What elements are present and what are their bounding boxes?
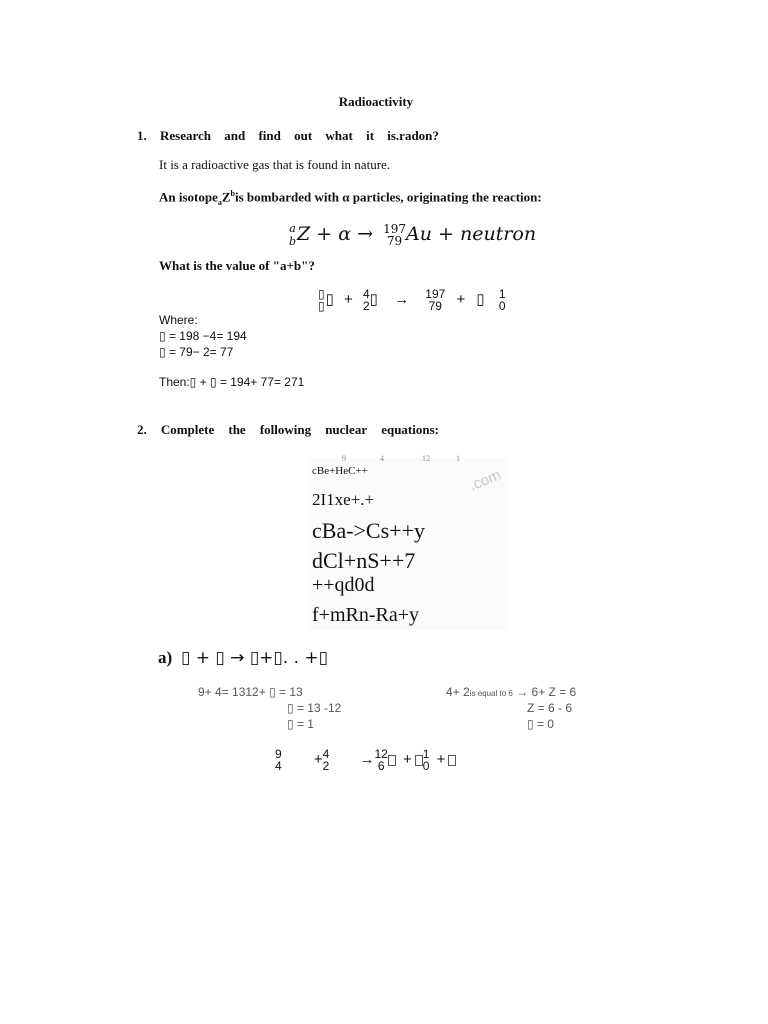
heading-word: following: [259, 422, 312, 437]
plus-sign: +: [344, 290, 353, 308]
solution-equation: [318, 288, 506, 312]
heading-word: nuclear: [325, 422, 368, 437]
right-work-sum: 4+ 2: [446, 685, 470, 699]
alpha-atomic: 2: [362, 299, 370, 313]
unknown-symbol-box: ▯: [325, 290, 334, 308]
lhs-indices: [289, 222, 296, 248]
scan-line: cBa->Cs++y: [312, 518, 425, 543]
he-indices: [323, 748, 330, 772]
heading-word: is.radon?: [387, 128, 439, 143]
heading-word: out: [294, 128, 313, 143]
right-work-note: is equal to 6: [469, 689, 513, 698]
q1-question: What is the value of "a+b"?: [159, 258, 315, 273]
heading-word: find: [258, 128, 281, 143]
n-symbol-box: [415, 755, 423, 766]
scan-line: cBe+HeC++: [312, 465, 368, 477]
right-work-line: ▯ = 0: [527, 717, 554, 731]
alpha-mass: 4: [362, 287, 370, 301]
plus-sign: +: [403, 750, 412, 768]
where-line: ▯ = 79− 2= 77: [159, 345, 234, 359]
part-a-label: a): [158, 648, 173, 667]
alpha-symbol-box: ▯: [369, 290, 378, 308]
heading-word: the: [228, 422, 246, 437]
c-symbol-box: [388, 755, 396, 766]
question-number: 1.: [137, 128, 147, 143]
right-work-tail: → 6+ Z = 6: [516, 685, 577, 699]
gamma-symbol-box: [448, 755, 456, 766]
scan-line: ++qd0d: [312, 574, 375, 596]
question-number: 2.: [137, 422, 147, 437]
scan-small-digit: 12: [422, 454, 430, 463]
lhs-atomic-symbol: b: [289, 235, 297, 248]
q1-answer: It is a radioactive gas that is found in nature.: [159, 157, 391, 172]
n-mass: 1: [422, 747, 430, 761]
gold-symbol-box: ▯: [476, 290, 485, 308]
problem-subscript: a: [217, 197, 222, 207]
scan-small-digit: 1: [456, 454, 460, 463]
watermark-text: .com: [467, 466, 505, 495]
problem-superscript: b: [230, 189, 235, 198]
n-indices: [423, 748, 430, 772]
page-title: Radioactivity: [338, 94, 414, 109]
where-line: ▯ = 198 −4= 194: [159, 329, 247, 343]
unknown-atomic-box: ▯: [318, 299, 325, 313]
gold-mass: 197: [425, 287, 446, 301]
be-atomic: 4: [275, 759, 282, 773]
question-2-heading: [137, 422, 439, 438]
arrow: →: [359, 750, 375, 768]
unknown-mass-box: ▯: [318, 287, 325, 301]
unknown-indices: [318, 288, 325, 312]
where-label: Where:: [159, 313, 198, 327]
heading-word: Research: [159, 128, 212, 143]
rhs-expression: Au + neutron: [406, 223, 537, 245]
neutron-indices: [499, 288, 506, 312]
problem-prefix: An isotope: [159, 189, 218, 205]
lhs-expression: Z + α →: [297, 223, 374, 245]
gold-atomic: 79: [428, 299, 442, 313]
right-work-line: [446, 685, 576, 699]
question-1-heading: [137, 128, 439, 144]
he-mass: 4: [322, 747, 330, 761]
plus-sign: +: [313, 750, 323, 768]
scanned-equations-image: [308, 454, 508, 630]
c-mass: 12: [374, 747, 388, 761]
arrow: →: [394, 290, 410, 308]
scan-line: dCl+nS++7: [312, 548, 416, 573]
scan-line: 2I1xe+.+: [312, 490, 375, 509]
be-mass: 9: [275, 747, 282, 761]
lhs-mass-symbol: a: [289, 222, 296, 235]
problem-suffix: is bombarded with α particles, originating the reaction:: [235, 189, 542, 205]
scan-small-digit: 4: [380, 454, 384, 463]
right-work-line: Z = 6 - 6: [527, 701, 573, 715]
au-indices: [383, 223, 406, 247]
heading-word: equations:: [381, 422, 439, 437]
left-work-line: 9+ 4= 1312+ ▯ = 13: [198, 685, 303, 699]
problem-symbol: Z: [221, 189, 231, 205]
left-work-line: ▯ = 1: [287, 717, 314, 731]
left-work-line: ▯ = 13 -12: [287, 701, 342, 715]
gold-indices: [425, 288, 445, 312]
he-atomic: 2: [322, 759, 330, 773]
part-a-equation: ▯ + ▯ → ▯+▯. . +▯: [181, 648, 328, 668]
neutron-atomic: 0: [498, 299, 506, 313]
heading-word: and: [224, 128, 246, 143]
heading-word: what: [325, 128, 353, 143]
scan-line: f+mRn-Ra+y: [312, 604, 419, 626]
be-indices: [275, 748, 282, 772]
heading-word: Complete: [160, 422, 215, 437]
au-mass: 197: [383, 222, 406, 236]
plus-sign: +: [436, 750, 446, 768]
alpha-indices: [363, 288, 370, 312]
then-line: Then:▯ + ▯ = 194+ 77= 271: [159, 375, 305, 389]
plus-sign: +: [456, 290, 466, 308]
neutron-mass: 1: [498, 287, 506, 301]
q1-problem: [159, 189, 542, 207]
c-atomic: 6: [377, 759, 385, 773]
n-atomic: 0: [422, 759, 430, 773]
reaction-equation: [289, 222, 536, 248]
final-equation: [275, 748, 456, 772]
c-indices: [374, 748, 387, 772]
au-atomic: 79: [386, 234, 403, 248]
scan-small-digit: 9: [342, 454, 346, 463]
heading-word: it: [366, 128, 375, 143]
